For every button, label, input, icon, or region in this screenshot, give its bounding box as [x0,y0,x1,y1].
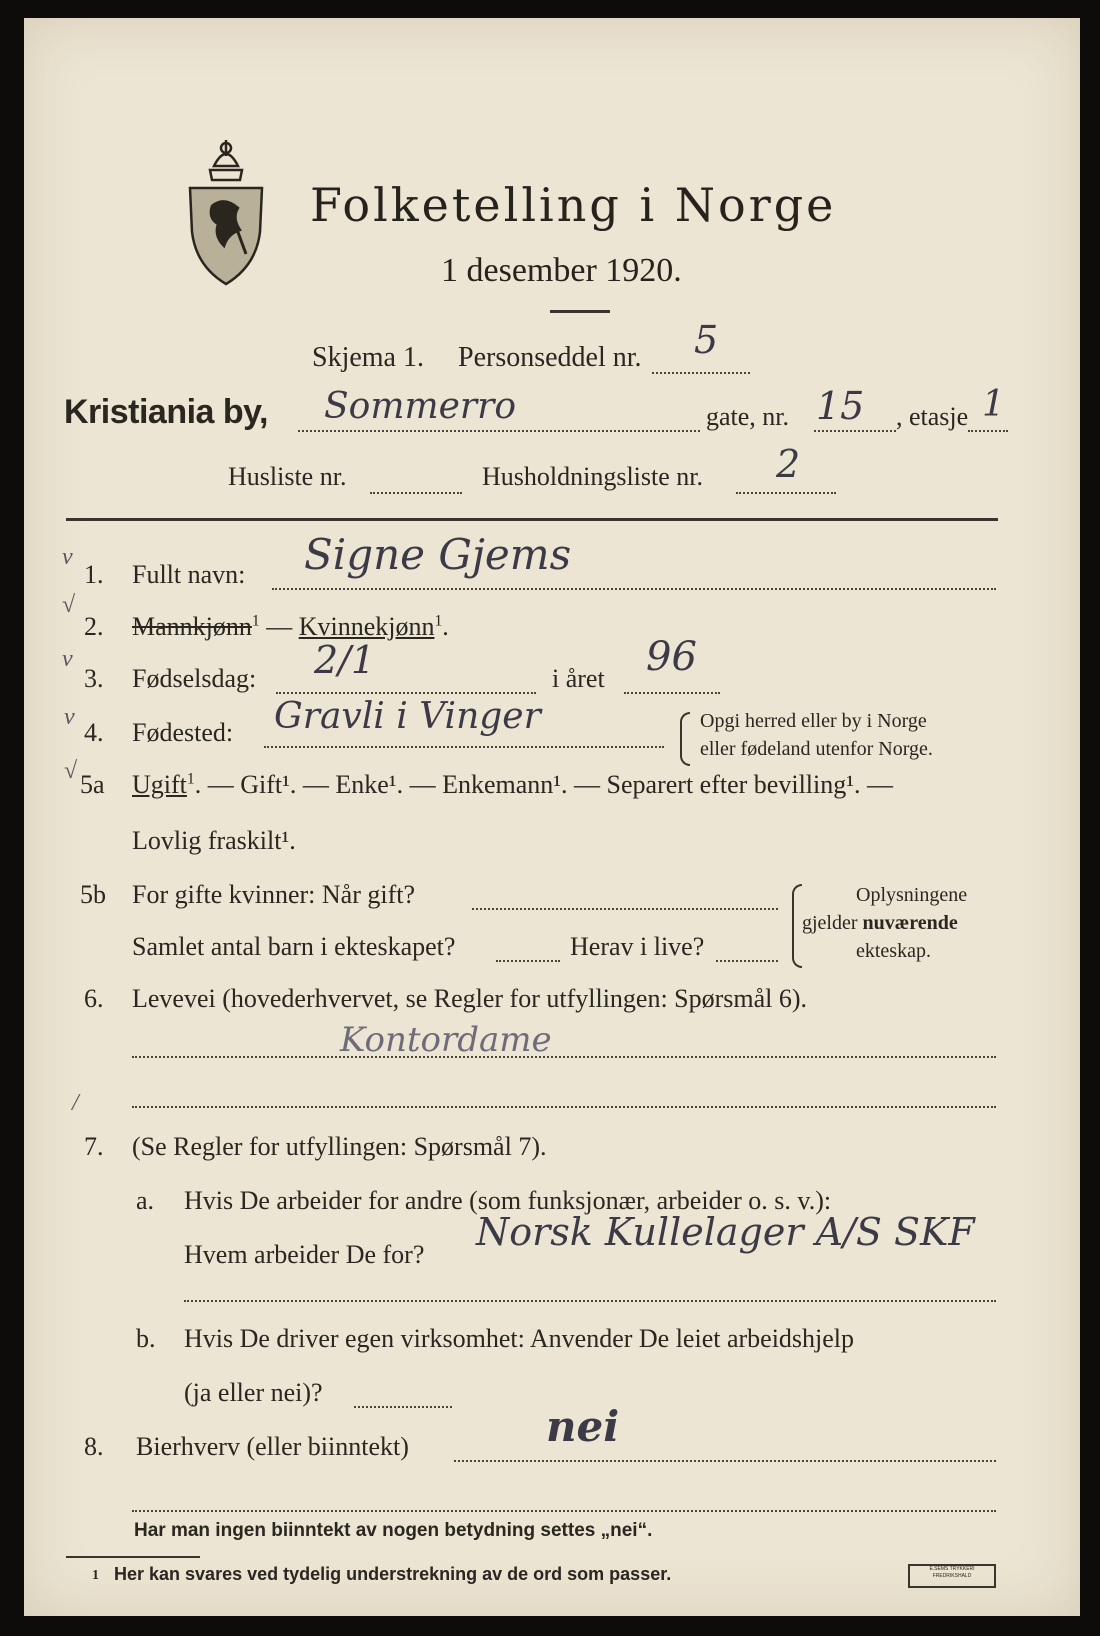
q7b-line1: Hvis De driver egen virksomhet: Anvender De leiet arbeidshjelp [184,1324,855,1353]
census-date: 1 desember 1920. [441,252,682,289]
q6-number: 6. [84,984,104,1013]
q4-note-brace [680,712,690,766]
q5b-children-line [496,960,560,962]
footnote-divider [66,1556,200,1558]
etasje-label: , etasje [896,402,969,431]
gate-label: gate, nr. [706,402,790,431]
q7b-line2-fill [354,1406,452,1408]
personseddel-value: 5 [694,318,719,362]
personseddel-line [652,372,750,374]
q5a-number: 5a [80,770,105,799]
printer-stamp: E.SEMS TRYKKERI FREDRIKSHALD [908,1564,996,1588]
schema-label: Skjema 1. [312,342,424,373]
husholdning-label: Husholdningsliste nr. [482,462,704,491]
q2-male-option: Mannkjønn [132,612,252,641]
q3-label: Fødselsdag: [132,664,257,693]
etasje-line [968,430,1008,432]
q6-label: Levevei (hovederhvervet, se Regler for utfyllingen: Spørsmål 6). [132,984,808,1013]
husliste-line [370,492,462,494]
q5b-children-label: Samlet antal barn i ekteskapet? [132,932,456,961]
husliste-label: Husliste nr. [228,462,347,491]
q4-value: Gravli i Vinger [274,696,541,737]
q7a-line2-fill [184,1300,996,1302]
margin-tick: v [62,646,73,672]
q4-line [264,746,664,748]
street-value: Sommerro [324,386,517,427]
q4-number: 4. [84,718,104,747]
q3-value: 2/1 [314,638,376,682]
q5b-alive-label: Herav i live? [570,932,705,961]
q7-label: (Se Regler for utfyllingen: Spørsmål 7). [132,1132,547,1161]
q5b-note-brace [792,884,802,968]
q8-label: Bierhverv (eller biinntekt) [136,1432,409,1461]
city-label: Kristiania by, [64,393,268,431]
q3-number: 3. [84,664,104,693]
q3-year-label: i året [552,664,605,693]
q2-number: 2. [84,612,104,641]
q5b-when-married-line [472,908,778,910]
q4-label: Fødested: [132,718,234,747]
margin-tick: v [64,704,75,730]
form-title: Folketelling i Norge [310,178,837,232]
q5b-number: 5b [80,880,106,909]
q1-number: 1. [84,560,104,589]
margin-tick: / [72,1090,79,1116]
q7a-line1: Hvis De arbeider for andre (som funksjonær, arbeider o. s. v.): [184,1186,832,1215]
gate-nr-value: 15 [816,384,865,428]
q5b-alive-line [716,960,778,962]
margin-tick: √ [64,758,78,784]
q3-year-line [624,692,720,694]
q5b-note-line3: ekteskap. [856,940,931,962]
header-divider [66,518,998,521]
q8-line2 [132,1510,996,1512]
q1-value: Signe Gjems [304,530,572,579]
title-divider [550,310,610,313]
q6-line2 [132,1106,996,1108]
q4-note-line1: Opgi herred eller by i Norge [700,710,927,732]
q8-number: 8. [84,1432,104,1461]
street-line [298,430,700,432]
q5b-when-married-label: For gifte kvinner: Når gift? [132,880,416,909]
gate-nr-line [814,430,896,432]
q7a-letter: a. [136,1186,155,1215]
q5b-note-line2: gjelder nuværende [802,912,958,934]
q7b-letter: b. [136,1324,156,1353]
etasje-value: 1 [982,384,1005,425]
q5a-other-options: . — Gift¹. — Enke¹. — Enkemann¹. — Separert efter bevilling¹. — [194,770,894,799]
q7-number: 7. [84,1132,104,1161]
q1-label: Fullt navn: [132,560,246,589]
q2-separator: — [259,612,299,641]
q6-value: Kontordame [340,1020,552,1060]
q7a-line2: Hvem arbeider De for? [184,1240,425,1269]
margin-tick: √ [62,592,76,618]
footnote-text: Her kan svares ved tydelig understrekning av de ord som passer. [114,1564,672,1584]
husholdning-line [736,492,836,494]
q5a-line2: Lovlig fraskilt¹. [132,826,296,855]
norwegian-coat-of-arms-icon [184,136,268,288]
q2-female-option: Kvinnekjønn [298,612,435,641]
footnote-mark: 1 [92,1568,99,1583]
footer-note: Har man ingen biinntekt av nogen betydning settes „nei“. [134,1520,653,1541]
q2-sex: Mannkjønn$^1$ — Kvinnekjønn$^1$. [132,612,449,641]
q5a-options: Ugift$^1$. — Gift¹. — Enke¹. — Enkemann¹. — Separert efter bevilling¹. — [132,770,894,799]
q4-note-line2: eller fødeland utenfor Norge. [700,738,933,760]
husholdning-value: 2 [776,442,801,486]
q7a-value: Norsk Kullelager A/S SKF [476,1210,975,1254]
q5b-note-line1: Oplysningene [856,884,968,906]
personseddel-label: Personseddel nr. [458,342,642,373]
margin-tick: v [62,544,73,570]
q8-value: nei [546,1402,620,1451]
q7b-line2: (ja eller nei)? [184,1378,323,1407]
q3-year-value: 96 [646,634,697,680]
q8-line [454,1460,996,1462]
q1-line [272,588,996,590]
q6-line1 [132,1056,996,1058]
q5a-ugift-option: Ugift [132,770,187,799]
census-form-sheet [24,18,1080,1616]
q3-line [276,692,536,694]
